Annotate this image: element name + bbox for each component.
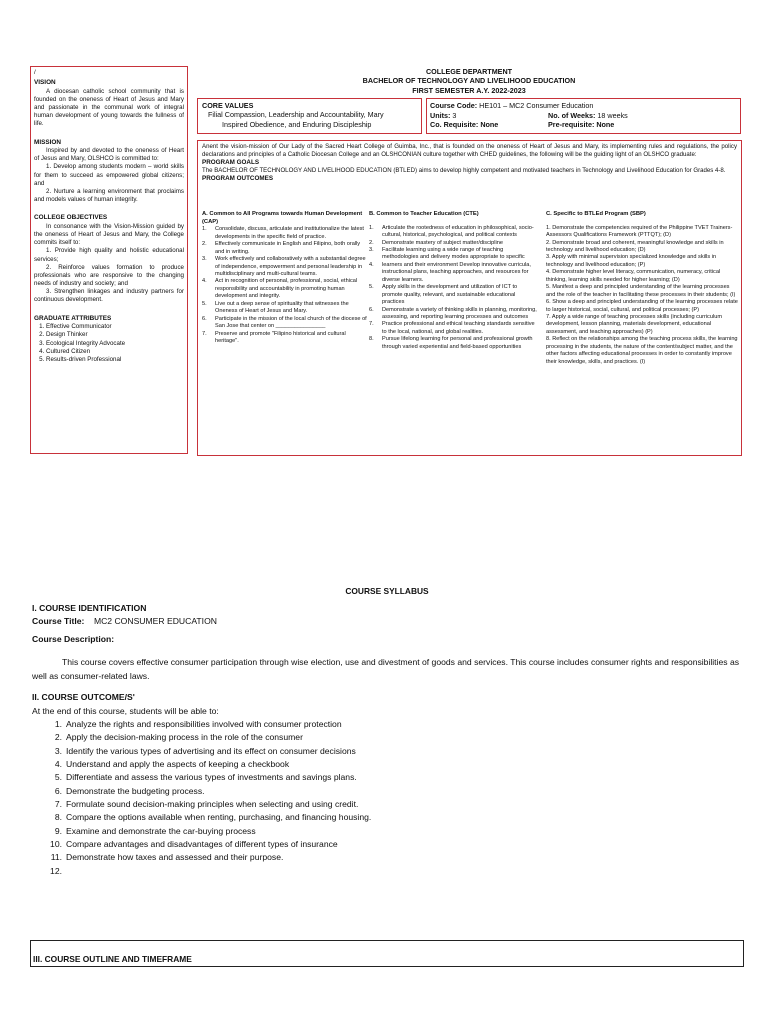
attribute-item: 2. Design Thinker (46, 331, 184, 339)
outcome-text: Formulate sound decision-making principles when selecting and using credit. (66, 798, 359, 809)
outcome-number: 9. (54, 825, 62, 836)
outcome-item (369, 240, 539, 247)
column-cap (202, 211, 367, 345)
outcome-text: Compare the options available when renting, purchasing, and financing housing. (66, 812, 372, 823)
course-outcomes-list (32, 718, 742, 878)
objective-item: 3. Strengthen linkages and industry partners for continuous development. (34, 288, 184, 304)
list-item (48, 758, 742, 771)
attributes-title: GRADUATE ATTRIBUTES (34, 314, 112, 322)
outcome-item (369, 262, 539, 284)
outcome-text: Work effectively and collaboratively with a substantial degree of independence, empowerment and personal leadership in multidisciplinary and multi-cultural teams. (215, 256, 366, 278)
course-code-label: Course Code: (430, 101, 478, 110)
course-title-label: Course Title: (32, 616, 85, 627)
outcome-number: 2. (369, 239, 374, 246)
list-item (48, 798, 742, 811)
objectives-intro: In consonance with the Vision-Mission guided by the oneness of Heart of Jesus and Mary, the College commits itself to: (34, 222, 184, 247)
list-item (48, 811, 742, 824)
outcome-text: Demonstrate how taxes and assessed and their purpose. (66, 852, 284, 863)
objectives-title: COLLEGE OBJECTIVES (34, 214, 108, 222)
outcome-columns (202, 211, 737, 451)
outcome-item (202, 301, 367, 316)
outcome-text: Understand and apply the aspects of keeping a checkbook (66, 759, 290, 770)
outcome-number: 3. (54, 745, 62, 756)
outcome-number: 7. (54, 798, 62, 809)
list-item (48, 825, 742, 838)
outcomes-intro: At the end of this course, students will be able to: (32, 705, 219, 716)
outcome-text: Practice professional and ethical teaching standards sensitive to the local, national, and global realities. (382, 321, 535, 335)
outcome-text: Identify the various types of advertising and its effect on consumer decisions (66, 745, 356, 756)
outcome-text: Demonstrate the budgeting process. (66, 785, 205, 796)
outcome-number: 3. (202, 256, 207, 263)
objective-item: 2. Reinforce values formation to produce professionals who are responsive to the changing needs of industry and society; and (34, 263, 184, 288)
outcome-number: 8. (369, 336, 374, 343)
syllabus-title: COURSE SYLLABUS (345, 586, 429, 596)
outcome-text: Act in recognition of personal, professional, social, ethical responsibility and accountability in promoting human development and integrity. (215, 278, 358, 300)
outcome-item: 2. Demonstrate broad and coherent, meaningful knowledge and skills in technology and livelihood education; (D) (546, 239, 724, 254)
list-item (48, 851, 742, 864)
weeks-value: 18 weeks (597, 110, 628, 120)
outcomes-title: PROGRAM OUTCOMES (202, 174, 274, 182)
outcome-text: learners and their environment Develop innovative curricula, instructional plans, teaching approaches, and resources for diverse learners. (382, 261, 531, 283)
outcome-number: 6. (369, 306, 374, 313)
outcome-number: 6. (54, 785, 62, 796)
goals-title: PROGRAM GOALS (202, 158, 260, 166)
course-description: This course covers effective consumer participation through wise election, use and divestment of goods and services. This course includes consumer rights and responsibilities as well as consumer-related laws. (32, 656, 740, 681)
outcome-item (202, 316, 367, 331)
units-value: 3 (452, 110, 457, 120)
outcome-item (202, 226, 367, 241)
outcome-number: 5. (202, 300, 207, 307)
outcome-item: 4. Demonstrate higher level literacy, communication, numeracy, critical thinking, learning skills needed for higher learning; (D) (546, 269, 721, 283)
attributes-list (34, 323, 184, 364)
outcome-text: Compare advantages and disadvantages of different types of insurance (66, 838, 338, 849)
outcome-number: 6. (202, 315, 207, 322)
course-title-value: MC2 CONSUMER EDUCATION (93, 616, 217, 627)
outcome-number: 10. (50, 838, 62, 849)
outcome-text: Effectively communicate in English and Filipino, both orally and in writing. (215, 241, 361, 255)
section-course-outcomes: II. COURSE OUTCOME/S' (32, 692, 135, 703)
course-info-box (426, 98, 741, 134)
section-course-identification: I. COURSE IDENTIFICATION (32, 603, 147, 614)
outcome-text: Facilitate learning using a wide range of teaching methodologies and delivery modes appropriate to specific (382, 247, 525, 261)
outcome-item (369, 284, 539, 306)
outcome-number: 1. (54, 719, 62, 730)
outcome-number: 4. (369, 261, 374, 268)
column-sbp-head: C. Specific to BTLEd Program (SBP) (546, 211, 646, 217)
column-cte (369, 211, 539, 351)
outcome-number: 11. (50, 852, 62, 863)
outcome-number: 4. (202, 278, 207, 285)
mission-item: 1. Develop among students modern – world skills for them to succeed as empowered global citizens; and (34, 163, 184, 187)
list-item (48, 718, 742, 731)
outcome-text: Participate in the mission of the local church of the diocese of San Jose that center on ________________ (215, 315, 367, 330)
coreq-label: Co. Requisite: None (430, 120, 499, 130)
mission-title: MISSION (34, 138, 61, 146)
outcome-number: 7. (369, 321, 374, 328)
intro-text: Anent the vision-mission of Our Lady of the Sacred Heart College of Guimba, Inc., that is founded on the oneness of Heart of Jesus and Mary, its implementing rules and regulations, the policy declarations and principles of a Catholic Diocesan College and an OLSHCONIAN culture together with CHED guidelines, the following will be the guiding light of an OLSHCO graduate: (202, 143, 737, 158)
outcome-number: 1. (369, 224, 374, 231)
outcome-text: Articulate the rootedness of education in philosophical, socio-cultural, historical, psychological, and political contexts (382, 224, 534, 239)
weeks-label: No. of Weeks: (548, 110, 596, 120)
outcome-item (369, 247, 539, 262)
course-description-label: Course Description: (32, 633, 115, 644)
outcome-item (202, 278, 367, 300)
goals-text: The BACHELOR OF TECHNOLOGY AND LIVELIHOOD EDUCATION (BTLED) aims to develop highly competent and motivated teachers in Technology and Livelihood Education for Grades 4-8. (202, 167, 726, 175)
outcome-text: Consolidate, discuss, articulate and institutionalize the latest developments in the specific field of practice. (215, 226, 364, 240)
outcome-item (369, 321, 539, 336)
column-sbp (546, 211, 738, 366)
list-item (48, 865, 742, 878)
attribute-item: 5. Results-driven Professional (46, 356, 184, 364)
outcome-item: 3. Apply with minimal supervision specialized knowledge and skills in technology and livelihood education; (P) (546, 254, 717, 268)
outcome-text: Apply skills in the development and utilization of ICT to promote quality, relevant, and sustainable educational practices (382, 284, 518, 306)
outcome-number: 5. (369, 284, 374, 291)
program-title: BACHELOR OF TECHNOLOGY AND LIVELIHOOD EDUCATION (362, 76, 576, 86)
outcome-item: 6. Show a deep and principled understanding of the learning processes relate to larger historical, social, cultural, and political processes; (P) (546, 299, 738, 313)
outcome-item (202, 256, 367, 278)
vision-mission-box (30, 66, 188, 454)
outcome-text: Demonstrate mastery of subject matter/discipline (382, 239, 503, 246)
outcome-text: Live out a deep sense of spirituality that witnesses the Oneness of Heart of Jesus and Mary. (215, 300, 349, 315)
outcome-item (202, 241, 367, 256)
outcome-item (369, 336, 539, 351)
outcome-number: 12. (50, 865, 62, 876)
outcome-number: 8. (54, 812, 62, 823)
course-outline-box (30, 940, 744, 967)
slash-mark: / (34, 69, 36, 76)
outcome-number: 2. (54, 732, 62, 743)
attribute-item: 4. Cultured Citizen (46, 348, 184, 356)
outcome-number: 1. (202, 226, 207, 233)
section-course-outline: III. COURSE OUTLINE AND TIMEFRAME (33, 954, 192, 964)
attribute-item: 1. Effective Communicator (46, 323, 184, 331)
outcome-text: Preserve and promote "Filipino historical and cultural heritage". (215, 330, 346, 344)
list-item (48, 785, 742, 798)
list-item (48, 745, 742, 758)
outcome-number: 3. (369, 247, 374, 254)
department-title: COLLEGE DEPARTMENT (425, 67, 513, 76)
outcome-item: 8. Reflect on the relationships among the teaching process skills, the learning processing in the students, the nature of the content/subject matter, and the other factors affecting educational processes in order to constantly improve their knowledge, skills, and practices. (I) (546, 336, 738, 365)
outcome-text: Examine and demonstrate the car-buying process (66, 825, 256, 836)
vision-title: VISION (34, 79, 56, 87)
outcome-number: 5. (54, 772, 62, 783)
outcome-text: Pursue lifelong learning for personal and professional growth through varied experiential and field-based opportunities (382, 336, 533, 350)
outcome-item (202, 331, 367, 346)
list-item (48, 731, 742, 744)
outcome-text: Differentiate and assess the various types of investments and savings plans. (66, 772, 357, 783)
outcome-text: Analyze the rights and responsibilities involved with consumer protection (66, 719, 342, 730)
column-cap-head: A. Common to All Programs towards Human Development (CAP) (202, 211, 363, 225)
program-outcomes-box (197, 140, 742, 456)
document-header (196, 67, 742, 95)
mission-item: 2. Nurture a learning environment that proclaims and models values of human integrity. (34, 187, 184, 204)
outcome-number: 2. (202, 241, 207, 248)
outcome-item: 5. Manifest a deep and principled understanding of the learning processes and the role of the teacher in facilitating these processes in their students; (I) (546, 284, 736, 298)
core-values-title: CORE VALUES (202, 101, 254, 110)
list-item (48, 838, 742, 851)
vision-text: A diocesan catholic school community that is founded on the oneness of Heart of Jesus and Mary and passionate in the communal work of integral human development of young towards the fullness of life. (34, 87, 184, 128)
core-values-line1: Filial Compassion, Leadership and Accountability, Mary (208, 110, 384, 120)
outcome-text: Demonstrate a variety of thinking skills in planning, monitoring, assessing, and reporting learning processes and outcomes (382, 306, 537, 320)
outcome-number: 7. (202, 330, 207, 337)
core-values-box (197, 98, 422, 134)
outcome-text: Apply the decision-making process in the role of the consumer (66, 732, 303, 743)
core-values-line2: Inspired Obedience, and Enduring Discipleship (222, 119, 372, 129)
outcome-item: 1. Demonstrate the competencies required of the Philippine TVET Trainers-Assessors Qualifications Framework (PTTQT); (D) (546, 224, 733, 239)
list-item (48, 771, 742, 784)
attribute-item: 3. Ecological Integrity Advocate (46, 340, 184, 348)
column-cte-head: B. Common to Teacher Education (CTE) (369, 211, 479, 217)
units-label: Units: (430, 110, 451, 120)
outcome-number: 4. (54, 759, 62, 770)
prereq-label: Pre-requisite: None (548, 120, 615, 130)
outcome-item: 7. Apply a wide range of teaching processes skills (including curriculum development, lesson planning, materials development, educational assessment, and teaching approaches) (P) (546, 313, 722, 335)
course-syllabus (32, 585, 742, 878)
objective-item: 1. Provide high quality and holistic educational services; (34, 247, 184, 263)
semester-title: FIRST SEMESTER A.Y. 2022-2023 (412, 85, 526, 95)
outcome-item (369, 225, 539, 240)
outcome-item (369, 307, 539, 322)
mission-intro: Inspired by and devoted to the oneness of Heart of Jesus and Mary, OLSHCO is committed to: (34, 147, 184, 163)
course-code-value: HE101 – MC2 Consumer Education (479, 101, 594, 110)
